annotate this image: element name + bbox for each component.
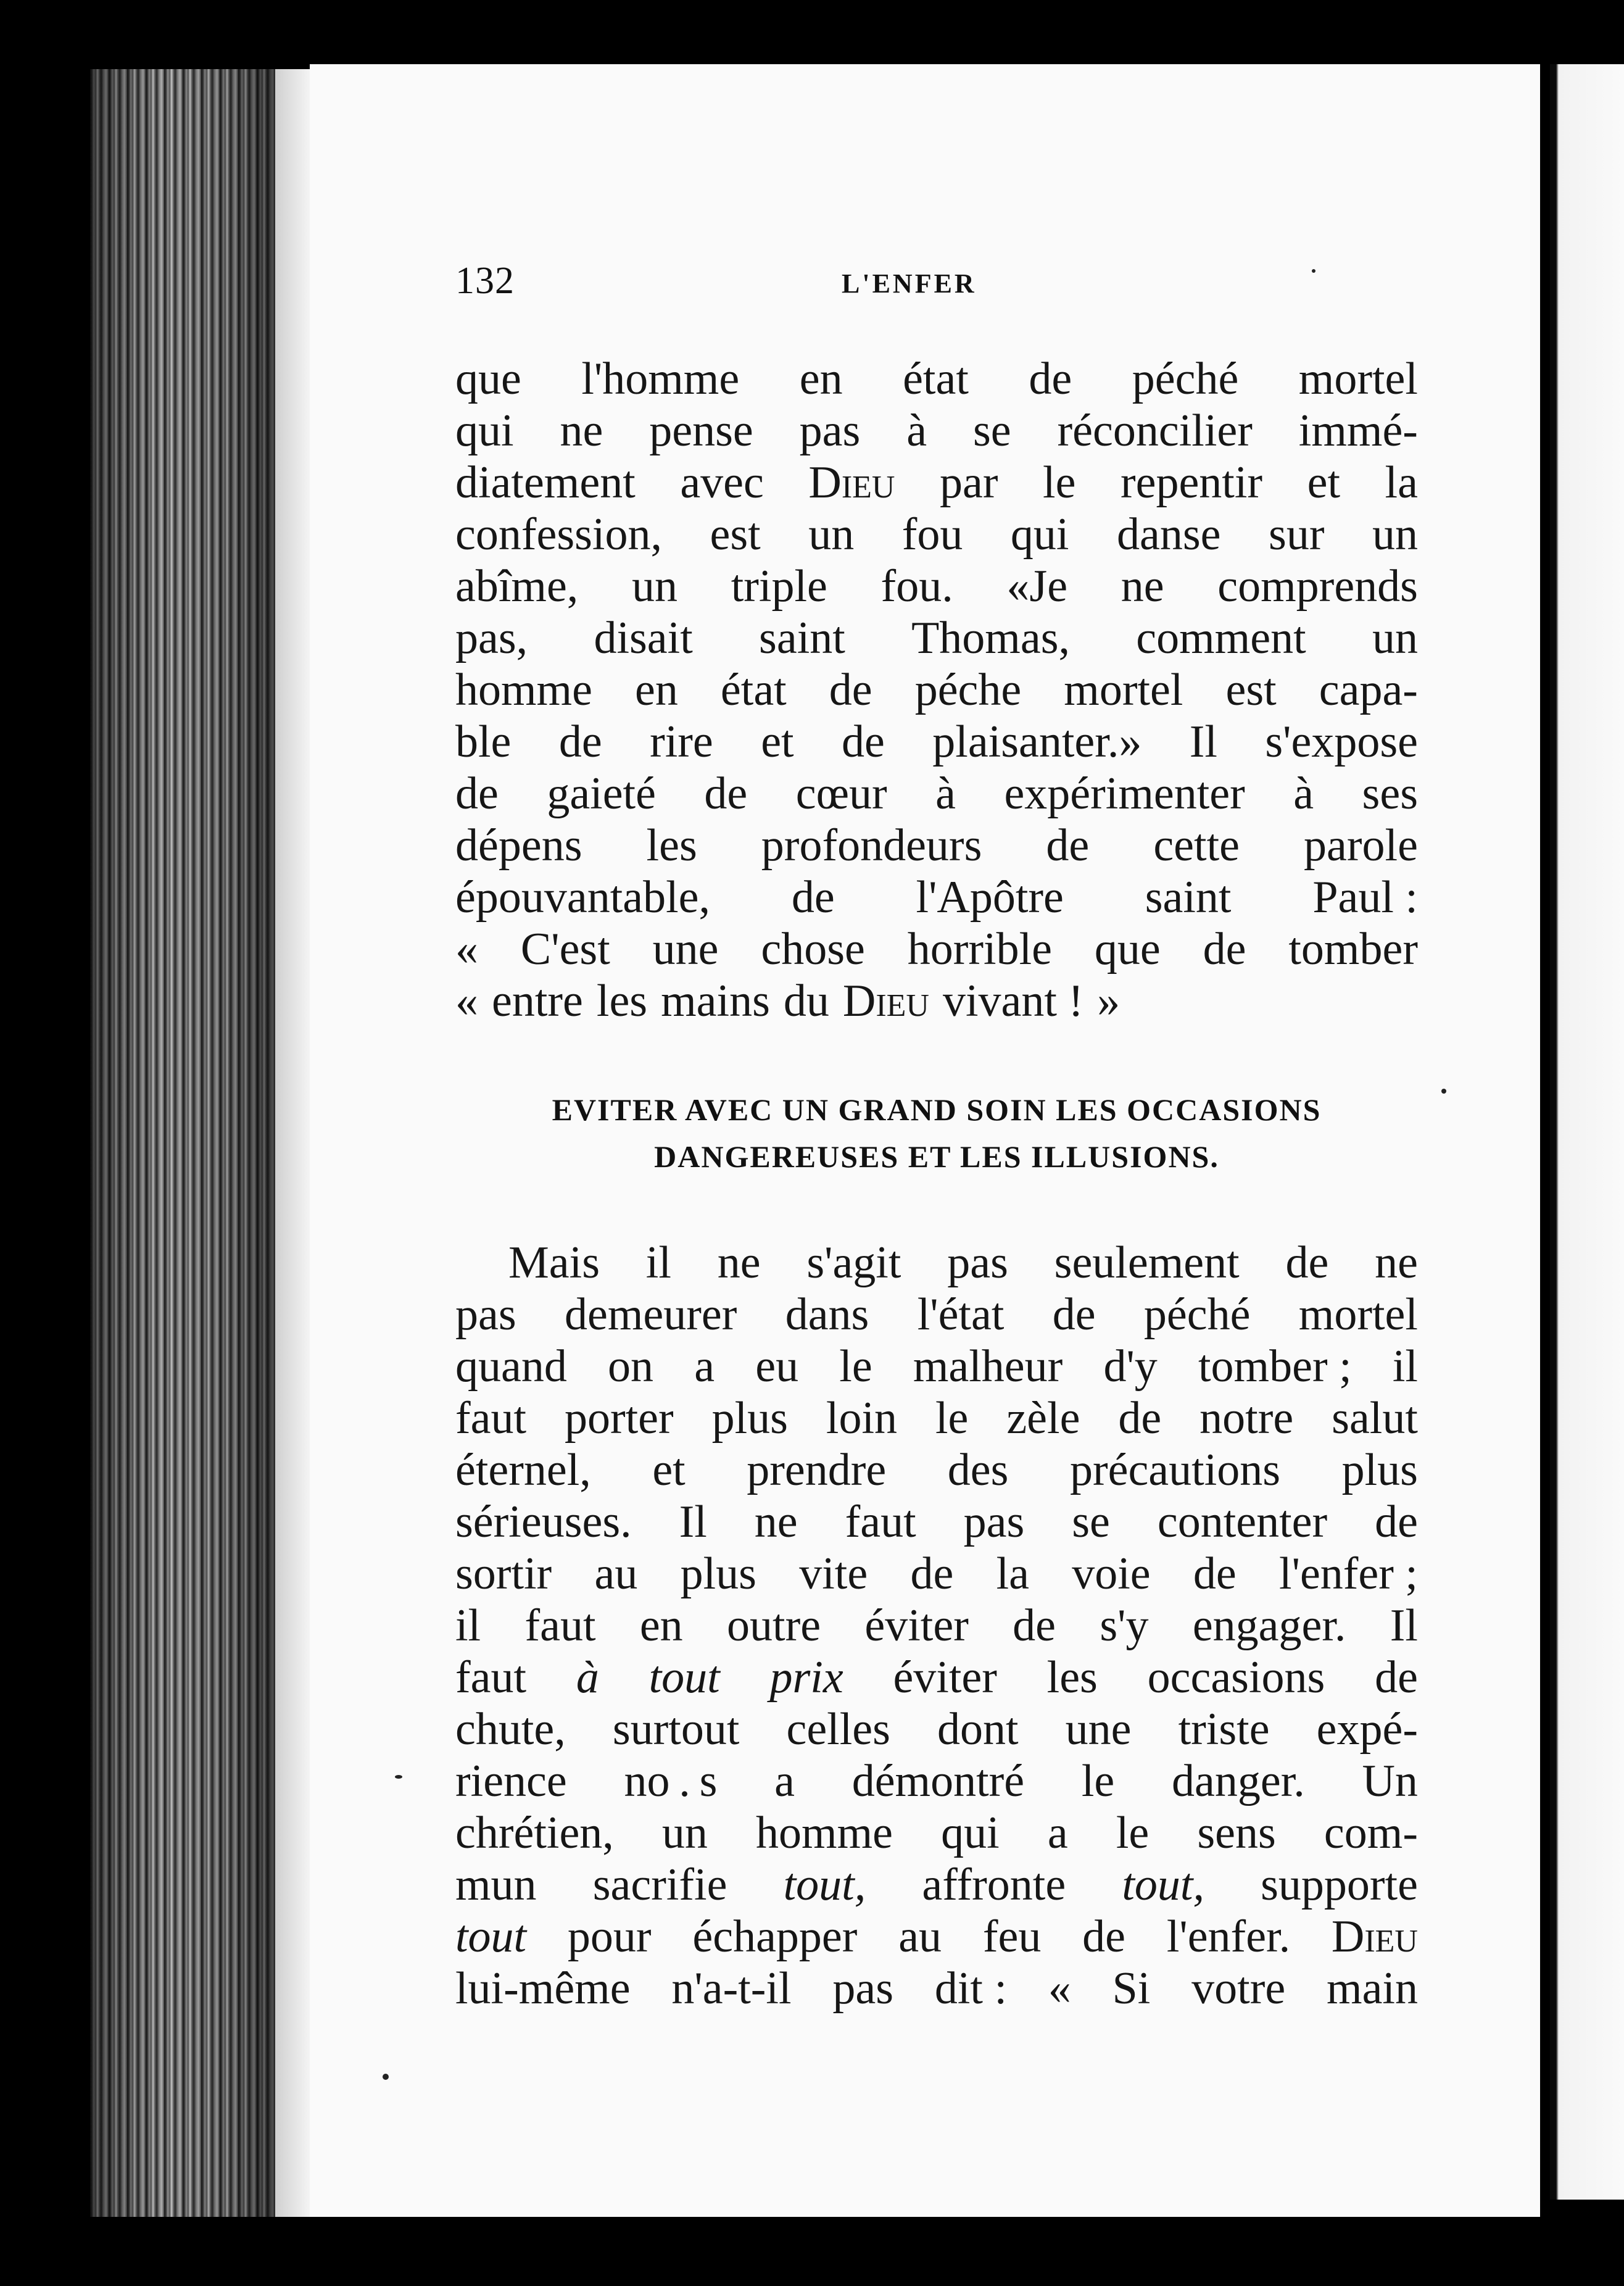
word: comment — [1136, 613, 1306, 663]
print-speck — [395, 1775, 402, 1779]
word: mortel — [1298, 354, 1418, 404]
word: pas — [799, 405, 861, 456]
word: de — [842, 717, 885, 767]
word: pour — [567, 1911, 652, 1962]
word: un — [1372, 509, 1418, 560]
word: il — [455, 1600, 481, 1651]
word: parole — [1304, 820, 1418, 871]
word: de — [1203, 924, 1246, 975]
word: sortir — [455, 1548, 552, 1599]
text-line — [455, 1340, 1418, 1392]
print-speck — [383, 2074, 389, 2080]
word: abîme, — [455, 561, 579, 612]
word: vite — [799, 1548, 868, 1599]
word: ne — [560, 405, 603, 456]
word: réconcilier — [1057, 405, 1253, 456]
word: dont — [937, 1704, 1019, 1755]
word: le — [1081, 1756, 1115, 1806]
word: péche — [914, 665, 1022, 715]
word: éviter — [893, 1652, 997, 1703]
word: précautions — [1069, 1445, 1281, 1495]
word: l'enfer. — [1166, 1911, 1291, 1962]
word: le — [839, 1341, 872, 1392]
word: prix — [769, 1652, 843, 1703]
word: on — [608, 1341, 654, 1392]
word: ne — [754, 1497, 798, 1547]
word: avec — [680, 457, 764, 508]
text-line — [455, 1600, 1418, 1652]
word: outre — [727, 1600, 821, 1651]
word: est — [1225, 665, 1277, 715]
section-heading — [455, 1086, 1418, 1180]
word: faut — [455, 1652, 527, 1703]
word: loin — [826, 1393, 898, 1444]
word: que — [455, 354, 521, 404]
word: mortel — [1298, 1289, 1418, 1340]
word: un — [808, 509, 855, 560]
print-speck — [1441, 1089, 1446, 1094]
word: en — [635, 665, 678, 715]
word: de — [829, 665, 872, 715]
word: profondeurs — [761, 820, 982, 871]
word: Il — [679, 1497, 707, 1547]
word: Il — [1390, 1600, 1418, 1651]
word: l'Apôtre — [916, 872, 1064, 923]
word: saint — [1145, 872, 1232, 923]
word: C'est — [520, 924, 610, 975]
word: des — [947, 1445, 1009, 1495]
text-line — [455, 457, 1418, 509]
word: fou — [901, 509, 963, 560]
text-line — [455, 664, 1418, 716]
word: pas — [963, 1497, 1025, 1547]
word: d'y — [1103, 1341, 1158, 1392]
word: plus — [680, 1548, 756, 1599]
word: le — [935, 1393, 969, 1444]
word: votre — [1191, 1963, 1286, 2014]
word: un — [632, 561, 677, 612]
word: épouvantable, — [455, 872, 710, 923]
word: eu — [755, 1341, 799, 1392]
word: quand — [455, 1341, 567, 1392]
word: ne — [717, 1237, 761, 1288]
word: démontré — [851, 1756, 1025, 1806]
word: ne — [1121, 561, 1164, 612]
word: » — [1097, 976, 1121, 1026]
text-line — [455, 1807, 1418, 1859]
word: à — [576, 1652, 599, 1703]
word: vivant ! — [942, 976, 1084, 1026]
paragraph-continued — [455, 353, 1418, 1027]
word: que — [1094, 924, 1161, 975]
word: état — [720, 665, 787, 715]
word: « — [1048, 1963, 1071, 2014]
word: en — [799, 354, 843, 404]
text-line — [455, 1703, 1418, 1755]
word: pas — [832, 1963, 894, 2014]
word: le — [1116, 1808, 1150, 1858]
word: qui — [455, 405, 514, 456]
word: ses — [1362, 768, 1418, 819]
word: expérimenter — [1004, 768, 1245, 819]
page-number: 132 — [455, 260, 515, 302]
word: contenter — [1157, 1497, 1328, 1547]
word: chrétien, — [455, 1808, 614, 1858]
word: les — [596, 976, 648, 1026]
word: ble — [455, 717, 512, 767]
text-line — [455, 716, 1418, 768]
word: de — [1052, 1289, 1096, 1340]
word: Dieu — [842, 976, 929, 1026]
word: de — [704, 768, 748, 819]
word: voie — [1072, 1548, 1151, 1599]
word: gaieté — [547, 768, 656, 819]
word: la — [1385, 457, 1418, 508]
word: dépens — [455, 820, 582, 871]
word: péché — [1143, 1289, 1251, 1340]
word: danse — [1117, 509, 1221, 560]
section-heading-line-2: DANGEREUSES ET LES ILLUSIONS. — [654, 1139, 1219, 1174]
word: a — [774, 1756, 795, 1806]
word: à — [1293, 768, 1314, 819]
word: il — [645, 1237, 671, 1288]
word: de — [1285, 1237, 1329, 1288]
word: s'agit — [806, 1237, 901, 1288]
word: occasions — [1147, 1652, 1325, 1703]
text-line — [455, 612, 1418, 664]
word: tomber — [1288, 924, 1418, 975]
word: dit : — [934, 1963, 1008, 2014]
print-speck — [1312, 269, 1315, 273]
word: homme — [756, 1808, 893, 1858]
text-line — [455, 1963, 1418, 2014]
word: malheur — [913, 1341, 1063, 1392]
word: Un — [1362, 1756, 1418, 1806]
word: sens — [1197, 1808, 1276, 1858]
word: main — [1327, 1963, 1418, 2014]
text-line — [455, 353, 1418, 405]
word: demeurer — [564, 1289, 737, 1340]
word: chose — [761, 924, 865, 975]
word: est — [710, 509, 761, 560]
text-line — [455, 975, 1418, 1027]
word: plaisanter.» — [932, 717, 1142, 767]
word: Thomas, — [911, 613, 1070, 663]
word: de — [1046, 820, 1090, 871]
page-header — [455, 259, 1011, 315]
word: prendre — [747, 1445, 887, 1495]
word: par — [940, 457, 998, 508]
word: et — [1307, 457, 1340, 508]
word: plus — [711, 1393, 788, 1444]
word: surtout — [612, 1704, 740, 1755]
word: repentir — [1120, 457, 1263, 508]
word: ne — [1375, 1237, 1418, 1288]
text-line — [455, 1859, 1418, 1911]
page-gutter — [275, 69, 310, 2217]
word: du — [783, 976, 829, 1026]
text-line — [455, 1548, 1418, 1600]
word: porter — [564, 1393, 674, 1444]
word: qui — [941, 1808, 1000, 1858]
word: lui-même — [455, 1963, 631, 2014]
word: « — [455, 976, 478, 1026]
word: rience — [455, 1756, 567, 1806]
word: sur — [1269, 509, 1325, 560]
text-line — [455, 820, 1418, 871]
word: cette — [1153, 820, 1240, 871]
word: de — [1375, 1497, 1418, 1547]
word: il — [1392, 1341, 1418, 1392]
word: de — [910, 1548, 954, 1599]
word: Dieu — [1331, 1911, 1418, 1962]
word: éternel, — [455, 1445, 591, 1495]
word: sacrifie — [592, 1860, 727, 1910]
word: rire — [650, 717, 713, 767]
text-line — [455, 923, 1418, 975]
word: la — [996, 1548, 1029, 1599]
word: faut — [524, 1600, 596, 1651]
text-line — [455, 871, 1418, 923]
text-line — [455, 405, 1418, 457]
text-line — [455, 509, 1418, 560]
word: capa- — [1319, 665, 1418, 715]
word: en — [639, 1600, 683, 1651]
word: plus — [1341, 1445, 1418, 1495]
word: au — [898, 1911, 942, 1962]
word: « — [455, 924, 478, 975]
word: horrible — [907, 924, 1053, 975]
word: sérieuses. — [455, 1497, 632, 1547]
word: le — [1043, 457, 1076, 508]
word: tout, — [1122, 1860, 1204, 1910]
word: notre — [1199, 1393, 1294, 1444]
word: Dieu — [808, 457, 895, 508]
word: de — [1193, 1548, 1237, 1599]
word: mun — [455, 1860, 537, 1910]
facing-page-edge — [1550, 64, 1624, 2200]
word: de — [1082, 1911, 1126, 1962]
word: mortel — [1064, 665, 1183, 715]
word: de — [455, 768, 499, 819]
word: de — [1013, 1600, 1056, 1651]
word: feu — [982, 1911, 1042, 1962]
word: une — [652, 924, 719, 975]
book-edge-shadow — [90, 69, 275, 2217]
word: au — [594, 1548, 638, 1599]
word: péché — [1132, 354, 1239, 404]
word: chute, — [455, 1704, 566, 1755]
word: Paul : — [1312, 872, 1418, 923]
word: faut — [845, 1497, 916, 1547]
word: triple — [731, 561, 827, 612]
word: un — [1372, 613, 1418, 663]
word: tout, — [783, 1860, 866, 1910]
word: une — [1065, 1704, 1132, 1755]
text-line — [455, 1392, 1418, 1444]
word: supporte — [1261, 1860, 1418, 1910]
text-line — [455, 1444, 1418, 1496]
word: celles — [786, 1704, 890, 1755]
word: de — [558, 717, 602, 767]
word: confession, — [455, 509, 662, 560]
word: a — [1047, 1808, 1068, 1858]
word: entre — [492, 976, 583, 1026]
word: «Je — [1006, 561, 1068, 612]
word: engager. — [1192, 1600, 1346, 1651]
word: fou. — [880, 561, 953, 612]
word: se — [1072, 1497, 1110, 1547]
word: tout — [455, 1911, 527, 1962]
word: à — [935, 768, 956, 819]
word: l'enfer ; — [1279, 1548, 1418, 1599]
text-line — [455, 1237, 1418, 1289]
word: éviter — [864, 1600, 969, 1651]
text-line — [455, 768, 1418, 820]
word: qui — [1010, 509, 1069, 560]
word: affronte — [922, 1860, 1066, 1910]
word: l'homme — [581, 354, 740, 404]
word: de — [1118, 1393, 1162, 1444]
word: de — [791, 872, 835, 923]
word: saint — [759, 613, 845, 663]
word: état — [903, 354, 969, 404]
text-line — [455, 1911, 1418, 1963]
word: a — [694, 1341, 715, 1392]
word: immé- — [1298, 405, 1418, 456]
word: se — [972, 405, 1011, 456]
word: no . s — [624, 1756, 718, 1806]
word: homme — [455, 665, 592, 715]
word: disait — [594, 613, 693, 663]
word: l'état — [917, 1289, 1005, 1340]
section-heading-line-1: EVITER AVEC UN GRAND SOIN LES OCCASIONS — [552, 1092, 1322, 1127]
word: faut — [455, 1393, 527, 1444]
word: et — [652, 1445, 686, 1495]
word: comprends — [1217, 561, 1418, 612]
word: Il — [1189, 717, 1217, 767]
word: triste — [1178, 1704, 1270, 1755]
text-line — [455, 1755, 1418, 1807]
word: pense — [649, 405, 753, 456]
word: seulement — [1054, 1237, 1240, 1288]
paragraph-occasions — [455, 1237, 1418, 2014]
word: s'y — [1100, 1600, 1149, 1651]
word: danger. — [1172, 1756, 1305, 1806]
word: et — [761, 717, 794, 767]
word: dans — [785, 1289, 869, 1340]
word: Si — [1112, 1963, 1151, 2014]
word: com- — [1324, 1808, 1418, 1858]
word: expé- — [1316, 1704, 1418, 1755]
word: de — [1375, 1652, 1418, 1703]
text-line — [455, 1652, 1418, 1703]
word: les — [1046, 1652, 1098, 1703]
word: zèle — [1006, 1393, 1080, 1444]
word: tout — [648, 1652, 720, 1703]
word: de — [1029, 354, 1072, 404]
text-line — [455, 1496, 1418, 1548]
word: mains — [661, 976, 770, 1026]
word: s'expose — [1265, 717, 1418, 767]
word: salut — [1332, 1393, 1418, 1444]
word: Mais — [508, 1237, 600, 1288]
word: diatement — [455, 457, 636, 508]
word: pas, — [455, 613, 528, 663]
word: un — [661, 1808, 708, 1858]
word: n'a-t-il — [671, 1963, 792, 2014]
word: tomber ; — [1198, 1341, 1352, 1392]
word: cœur — [795, 768, 887, 819]
running-head: L'ENFER — [842, 268, 977, 299]
word: les — [646, 820, 697, 871]
word: échapper — [692, 1911, 858, 1962]
word: pas — [455, 1289, 516, 1340]
word: pas — [947, 1237, 1008, 1288]
word: à — [906, 405, 927, 456]
text-line — [455, 1289, 1418, 1340]
text-line — [455, 560, 1418, 612]
